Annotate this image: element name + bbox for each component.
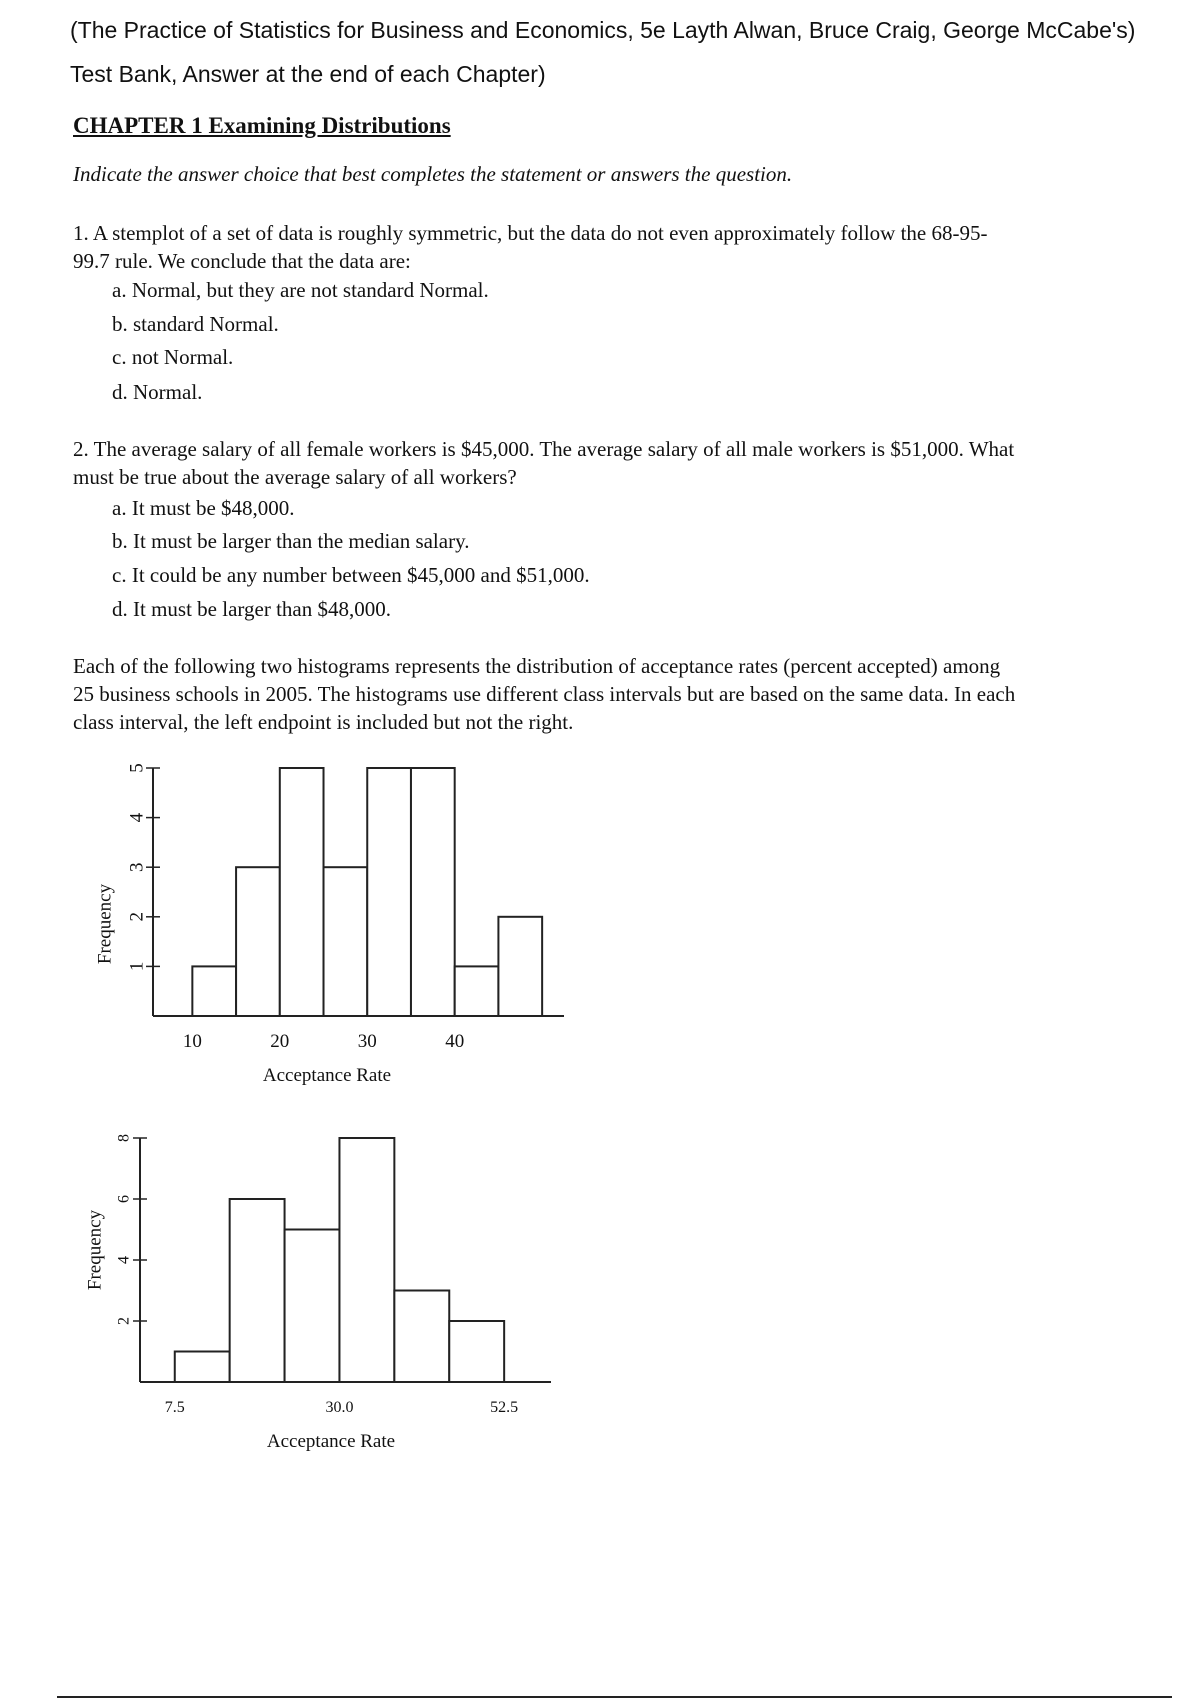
histogram-2-y-tick-label: 8 <box>115 1134 133 1142</box>
header-line-1: (The Practice of Statistics for Business and Economics, 5e Layth Alwan, Bruce Craig, George McCabe's) <box>70 17 1136 43</box>
histogram-2-x-tick-label: 52.5 <box>490 1399 519 1416</box>
histogram-1-x-label: Acceptance Rate <box>262 1065 392 1086</box>
histogram-2-y-tick-label: 2 <box>115 1317 133 1325</box>
histogram-2-bar <box>394 1291 449 1383</box>
histogram-2-group <box>84 1134 551 1452</box>
histogram-1-bar <box>411 768 455 1016</box>
histogram-2-bar <box>230 1199 285 1382</box>
histogram-1-bar <box>236 867 280 1016</box>
q1-option-a: a. Normal, but they are not standard Normal. <box>112 278 489 302</box>
intro-line-3: class interval, the left endpoint is included but not the right. <box>73 710 574 734</box>
q1-option-b: b. standard Normal. <box>112 312 279 336</box>
histogram-2-bar <box>175 1352 230 1383</box>
histogram-1-group <box>94 763 564 1086</box>
chapter-title: CHAPTER 1 Examining Distributions <box>73 113 451 138</box>
q2-option-d: d. It must be larger than $48,000. <box>112 597 391 621</box>
histogram-1-x-tick-label: 30 <box>357 1031 377 1052</box>
footer-divider <box>57 1696 1172 1698</box>
histogram-2-x-tick-label: 30.0 <box>325 1399 354 1416</box>
question-2-line-2: must be true about the average salary of all workers? <box>73 465 517 489</box>
question-2-line-1: 2. The average salary of all female workers is $45,000. The average salary of all male workers is $51,000. What <box>73 437 1015 461</box>
histogram-1-bar <box>367 768 411 1016</box>
histogram-2-y-label: Frequency <box>84 1209 106 1291</box>
header-line-2: Test Bank, Answer at the end of each Chapter) <box>70 61 546 87</box>
histogram-1-bar <box>498 917 542 1016</box>
histogram-2-y-tick-label: 6 <box>115 1195 133 1203</box>
q1-option-d: d. Normal. <box>112 380 203 404</box>
histogram-1-x-tick-label: 20 <box>270 1031 290 1052</box>
histogram-1-y-tick-label: 4 <box>126 812 148 823</box>
instructions: Indicate the answer choice that best completes the statement or answers the question. <box>73 162 793 186</box>
histogram-1-x-tick-label: 40 <box>445 1031 465 1052</box>
histogram-2-x-label: Acceptance Rate <box>266 1431 396 1452</box>
histogram-2-bar <box>449 1321 504 1382</box>
histogram-1-y-tick-label: 5 <box>126 763 148 773</box>
q1-option-c: c. not Normal. <box>112 345 234 369</box>
histogram-1-bar <box>455 966 499 1016</box>
histogram-1-bar <box>324 867 368 1016</box>
question-1-line-2: 99.7 rule. We conclude that the data are: <box>73 249 411 273</box>
histogram-1-y-label: Frequency <box>94 883 116 965</box>
histogram-1-bar <box>280 768 324 1016</box>
intro-line-2: 25 business schools in 2005. The histograms use different class intervals but are based on the same data. In each <box>73 682 1016 706</box>
histogram-2-bar <box>285 1230 340 1383</box>
histogram-1-bar <box>192 966 236 1016</box>
histogram-1-x-tick-label: 10 <box>182 1031 202 1052</box>
q2-option-b: b. It must be larger than the median salary. <box>112 529 470 553</box>
q2-option-a: a. It must be $48,000. <box>112 496 295 520</box>
q2-option-c: c. It could be any number between $45,000 and $51,000. <box>112 563 590 587</box>
histogram-2-x-tick-label: 7.5 <box>164 1399 185 1416</box>
histogram-1-y-tick-label: 1 <box>126 961 148 972</box>
histogram-2-y-tick-label: 4 <box>115 1256 133 1264</box>
question-1-line-1: 1. A stemplot of a set of data is roughly symmetric, but the data do not even approximately follow the 68-95- <box>73 221 988 245</box>
histogram-2-bar <box>339 1138 394 1382</box>
histogram-1-y-tick-label: 2 <box>126 912 148 922</box>
histogram-1-y-tick-label: 3 <box>126 862 148 872</box>
intro-line-1: Each of the following two histograms represents the distribution of acceptance rates (percent accepted) among <box>73 654 1001 678</box>
